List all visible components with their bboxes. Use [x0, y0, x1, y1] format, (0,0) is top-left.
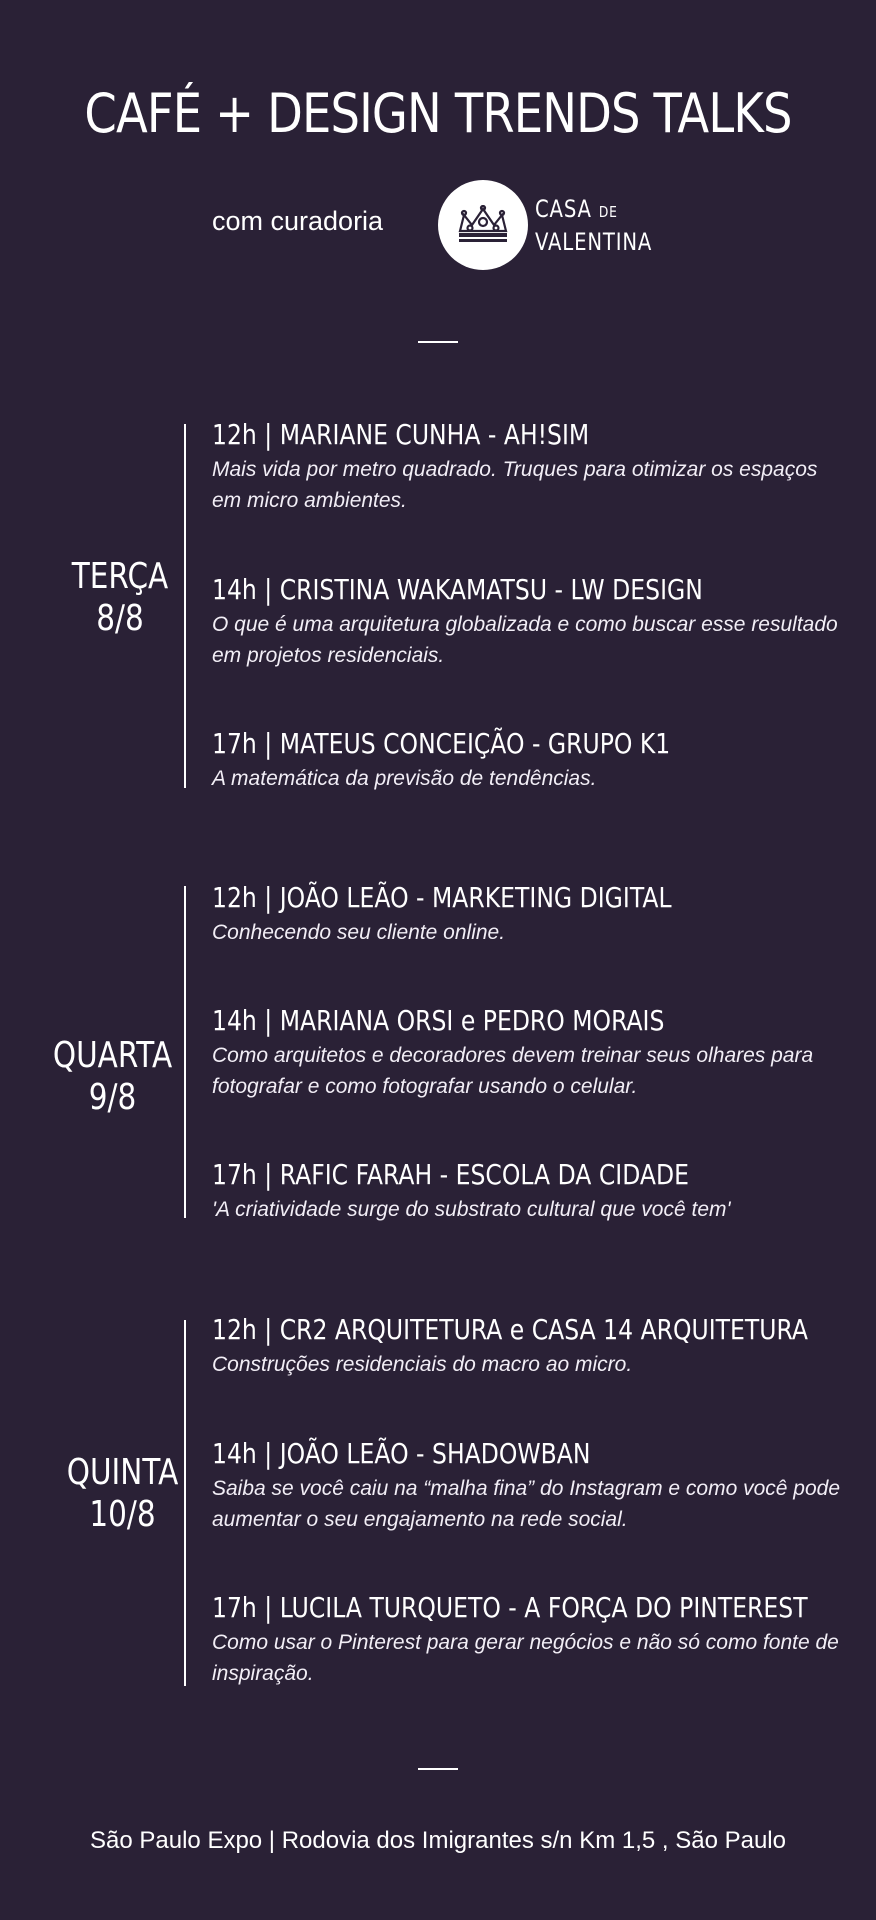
talk-description: Mais vida por metro quadrado. Truques para otimizar os espaços em micro ambientes. [212, 458, 818, 512]
day-label [63, 556, 178, 640]
talk-description: Como usar o Pinterest para gerar negócios e não só como fonte de inspiração. [212, 1631, 839, 1685]
talk-time: 14h | [212, 1437, 273, 1470]
talk-description: 'A criatividade surge do substrato cultural que você tem' [212, 1198, 731, 1221]
talk-heading [212, 1591, 808, 1625]
talk-heading [212, 881, 750, 915]
talk-description: Saiba se você caiu na “malha fina” do Instagram e como você pode aumentar o seu engajamento na rede social. [212, 1477, 841, 1531]
day-divider-line [184, 424, 186, 788]
day-divider-line [184, 1320, 186, 1686]
talk-heading [212, 573, 750, 607]
talk-description: Conhecendo seu cliente online. [212, 921, 506, 944]
logo-line1-small: DE [598, 203, 618, 221]
curation-row [0, 180, 876, 270]
footer-address: São Paulo Expo | Rodovia dos Imigrantes s/n Km 1,5 , São Paulo [90, 1827, 786, 1854]
talk-heading [212, 418, 750, 452]
talk-time: 17h | [212, 727, 273, 760]
curation-label: com curadoria [212, 206, 384, 236]
talk-speaker: MATEUS CONCEIÇÃO - GRUPO K1 [279, 727, 671, 760]
talk-item [212, 727, 852, 794]
talk-item [212, 1004, 852, 1102]
talk-time: 17h | [212, 1158, 273, 1191]
talk-description: Construções residenciais do macro ao micro. [212, 1353, 633, 1376]
talk-item [212, 1591, 852, 1689]
talk-speaker: RAFIC FARAH - ESCOLA DA CIDADE [279, 1158, 689, 1191]
talk-speaker: JOÃO LEÃO - SHADOWBAN [279, 1437, 591, 1470]
talk-time: 17h | [212, 1591, 273, 1624]
talk-item [212, 1437, 852, 1535]
day-date: 8/8 [96, 598, 144, 639]
talk-speaker: CR2 ARQUITETURA e CASA 14 ARQUITETURA [279, 1313, 808, 1346]
day-weekday: TERÇA [71, 556, 169, 597]
talk-heading [212, 727, 750, 761]
day-date: 10/8 [89, 1494, 156, 1535]
talk-item [212, 881, 852, 948]
talk-description: Como arquitetos e decoradores devem treinar seus olhares para fotografar e como fotografar usando o celular. [212, 1044, 814, 1098]
talk-heading [212, 1437, 750, 1471]
talk-heading [212, 1004, 750, 1038]
talk-time: 12h | [212, 418, 273, 451]
day-weekday: QUARTA [52, 1035, 173, 1076]
day-label [63, 1452, 182, 1536]
talk-speaker: MARIANA ORSI e PEDRO MORAIS [279, 1004, 665, 1037]
day-divider-line [184, 886, 186, 1218]
page-title: CAFÉ + DESIGN TRENDS TALKS [84, 82, 792, 145]
logo-line2: VALENTINA [535, 228, 653, 256]
crown-icon [454, 205, 512, 245]
talk-description: O que é uma arquitetura globalizada e como buscar esse resultado em projetos residenciais. [212, 613, 838, 667]
day-weekday: QUINTA [66, 1452, 179, 1493]
talk-item [212, 573, 852, 671]
talk-speaker: CRISTINA WAKAMATSU - LW DESIGN [279, 573, 703, 606]
logo-wordmark [535, 194, 652, 257]
day-date: 9/8 [88, 1077, 137, 1118]
talk-time: 12h | [212, 881, 273, 914]
logo-line1: CASA [535, 195, 592, 223]
talk-item [212, 1158, 852, 1225]
talk-description: A matemática da previsão de tendências. [212, 767, 597, 790]
talk-speaker: MARIANE CUNHA - AH!SIM [279, 418, 590, 451]
top-divider [418, 341, 458, 343]
talk-heading [212, 1158, 750, 1192]
talk-time: 14h | [212, 573, 273, 606]
bottom-divider [418, 1768, 458, 1770]
talk-speaker: LUCILA TURQUETO - A FORÇA DO PINTEREST [279, 1591, 808, 1624]
day-label [45, 1035, 180, 1119]
talk-item [212, 418, 852, 516]
talk-speaker: JOÃO LEÃO - MARKETING DIGITAL [279, 881, 672, 914]
casa-de-valentina-logo [438, 180, 528, 270]
talk-heading [212, 1313, 808, 1347]
talk-time: 12h | [212, 1313, 273, 1346]
talk-item [212, 1313, 852, 1380]
talk-time: 14h | [212, 1004, 273, 1037]
